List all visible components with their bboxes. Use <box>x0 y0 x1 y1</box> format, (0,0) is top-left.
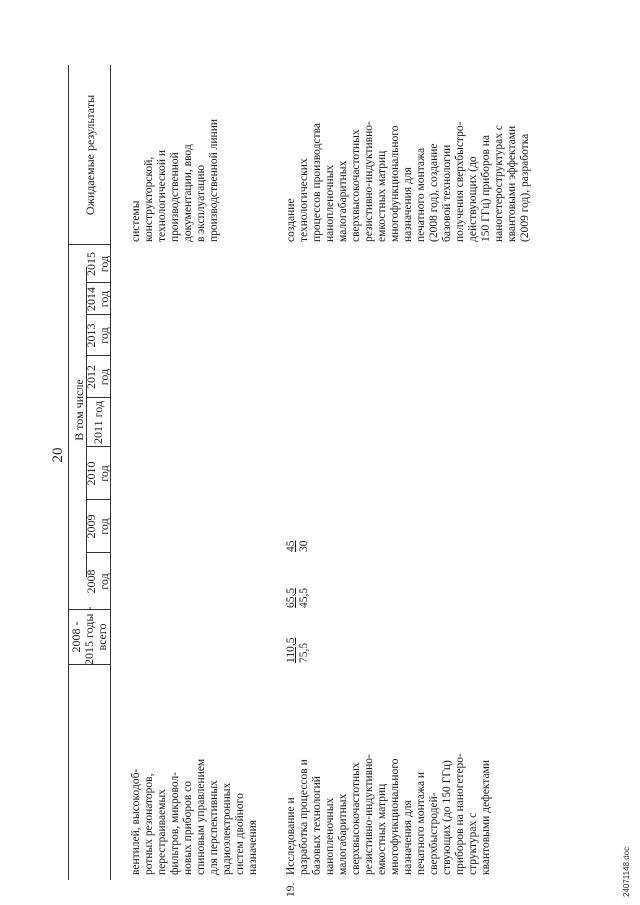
header-year-2015-year: 2015 <box>84 252 98 276</box>
row-19-result-line: 150 ГГц) приборов на <box>480 134 492 242</box>
header-year-2013-year: 2013 <box>84 323 98 348</box>
row-19-result-line: базовой технологии <box>441 144 453 242</box>
row-19-name-line: ствующих (до 150 ГГц) <box>441 760 453 875</box>
row-19-result-line: назначения для <box>402 167 414 242</box>
continued-result-line: системы <box>130 200 142 242</box>
continued-result-line: конструкторской, <box>143 156 155 242</box>
row-19-2009 <box>285 541 311 553</box>
continued-result-line: в эксплуатацию <box>195 164 207 242</box>
header-year-2009-year: 2009 <box>84 514 98 539</box>
header-year-2015 <box>85 245 111 283</box>
row-19-name-line: разработка процессов и <box>298 759 310 875</box>
header-year-2012 <box>85 356 111 398</box>
row-19-result-line: многофункционального <box>389 125 401 242</box>
continued-result-line: документации, ввод <box>182 144 194 242</box>
header-total-line-1: 2008 - <box>69 621 83 653</box>
row-19-name-line: емкостных матриц <box>376 783 388 875</box>
header-year-2013-unit: год <box>97 327 111 344</box>
row-19-result-line: процессов производства <box>311 123 323 242</box>
row-19-name <box>285 753 493 875</box>
continued-result-line: производственной линии <box>208 118 220 242</box>
row-19-2009-subvalue: 30 <box>298 540 310 552</box>
continued-name-line: ротных резонаторов, <box>143 773 155 875</box>
continued-name-line: для перспективных <box>208 780 220 875</box>
row-19-2008-subvalue: 45,5 <box>298 587 310 608</box>
header-in-that-number: В том числе <box>72 379 86 441</box>
row-19-result-line: создание <box>285 198 297 242</box>
row-19-result-line: малогабаритных <box>337 160 349 242</box>
row-19-results <box>285 121 532 242</box>
row-19-result-line: квантовыми эффектами <box>506 125 518 242</box>
row-19-result-line: наногетероструктурах с <box>493 124 505 242</box>
row-19-result-line: действующих (до <box>467 156 479 242</box>
row-19-result-line: (2008 год), создание <box>428 143 440 242</box>
continued-name-line: назначения <box>247 819 259 875</box>
row-19-2008 <box>285 588 311 608</box>
continued-name-line: фильтров, микровол- <box>169 771 181 875</box>
row-19-name-line: многофункционального <box>389 758 401 875</box>
header-total <box>69 606 109 665</box>
continued-result-line: технологической и <box>156 149 168 242</box>
row-19-name-line: сверхбыстродей- <box>428 792 440 875</box>
row-19-result-line: резистивно-индуктивно- <box>363 121 375 242</box>
header-expected-results: Ожидаемые результаты <box>83 94 97 216</box>
continued-name-line: систем двойного <box>234 793 246 875</box>
header-year-2014-unit: год <box>97 290 111 308</box>
row-19-name-line: сверхвысокочастотных <box>350 762 362 875</box>
row-19-number: 19. <box>285 882 297 897</box>
row-19-name-line: базовых технологий <box>311 776 323 875</box>
row-19-result-line: нанопленочных <box>324 164 336 242</box>
header-year-2009-unit: год <box>97 518 111 535</box>
row-19-name-line: структурах с <box>467 812 479 875</box>
header-year-2008 <box>85 553 111 610</box>
row-19-name-line: квантовыми дефектами <box>480 760 492 875</box>
page-number: 20 <box>50 447 66 463</box>
continued-name-line: спиновым управлением <box>195 758 207 875</box>
continued-result-line: производственной <box>169 152 181 242</box>
row-19-total-value: 110,5 <box>285 637 297 663</box>
header-total-line-2: 2015 годы - <box>82 606 96 665</box>
header-year-2011 <box>92 398 105 447</box>
row-19-total-subvalue: 75,5 <box>298 642 310 663</box>
header-year-2012-unit: год <box>97 368 111 386</box>
row-19-name-line: нанопленочных <box>324 797 336 875</box>
continued-name-line: радиоэлектронных <box>221 782 233 875</box>
header-year-2015-unit: год <box>97 255 111 273</box>
header-year-2008-unit: год <box>97 573 111 590</box>
row-19-result-line: (2009 год), разработка <box>519 133 531 242</box>
row-19-result-line: печатного монтажа <box>415 147 427 242</box>
row-19-name-line: малогабаритных <box>337 793 349 875</box>
continued-row-results <box>130 119 221 242</box>
row-19-result-line: сверхвысокочастотных <box>350 129 362 242</box>
row-19-name-line: назначения для <box>402 800 414 875</box>
header-year-2012-year: 2012 <box>84 365 98 389</box>
header-year-2010 <box>85 447 111 500</box>
row-19-2009-value: 45 <box>285 540 297 552</box>
row-19-name-line: приборов на наногетеро- <box>454 753 466 875</box>
row-19-name-line: печатного монтажа и <box>415 771 427 875</box>
header-year-2011-label: 2011 год <box>91 401 105 444</box>
header-total-line-3: всего <box>95 623 109 651</box>
header-year-2010-year: 2010 <box>84 461 98 486</box>
continued-name-line: вентилей, высокодоб- <box>130 768 142 875</box>
header-year-2014-year: 2014 <box>84 287 98 311</box>
header-year-2009 <box>85 500 111 553</box>
header-year-2014 <box>85 283 111 315</box>
footer-filename: 24071148.doc <box>622 846 631 897</box>
continued-name-line: новых приборов со <box>182 780 194 875</box>
row-19-result-line: получения сверхбыстро- <box>454 121 466 242</box>
row-19-name-line: Исследование и <box>285 797 297 875</box>
header-year-2008-year: 2008 <box>84 569 98 594</box>
continued-row-name <box>130 759 260 875</box>
row-19-name-line: резистивно-индуктивно- <box>363 754 375 875</box>
continued-name-line: перестраиваемых <box>156 789 168 875</box>
row-19-result-line: технологических <box>298 158 310 242</box>
header-year-2010-unit: год <box>97 465 111 482</box>
table-top-rule <box>68 65 69 880</box>
header-year-2013 <box>85 315 111 356</box>
row-19-result-line: емкостных матриц <box>376 150 388 242</box>
row-19-2008-value: 65,5 <box>285 587 297 608</box>
row-19-total <box>285 638 311 663</box>
